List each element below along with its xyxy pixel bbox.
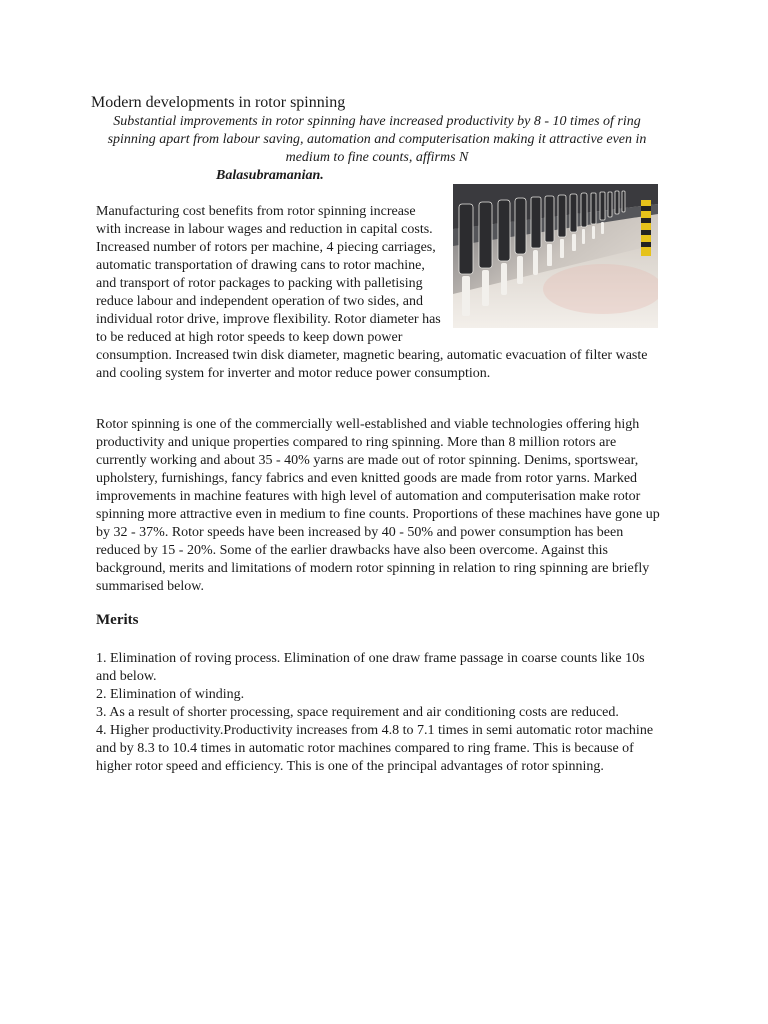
paragraph-2: Rotor spinning is one of the commercially well-established and viable technologies offering high productivity and unique properties compared to ring spinning. More than 8 million rotors are currently working and about 35 - 40% yarns are made out of rotor spinning. Denims, sportswear, upholstery, furnishings, fancy fabrics and even knitted goods are made from rotor yarns. Marked improvements in machine features with high level of automation and computerisation make rotor spinning more attractive even in medium to fine counts. Proportions of these machines have gone up by 32 - 37%. Rotor speeds have been increased by 40 - 50% and power consumption has been reduced by 15 - 20%. Some of the earlier drawbacks have also been overcome. Against this background, merits and limitations of modern rotor spinning in relation to ring spinning are briefly summarised below.	[96, 417, 660, 594]
list-item: 1. Elimination of roving process. Elimination of one draw frame passage in coarse counts like 10s and below.	[96, 651, 645, 684]
list-item: 3. As a result of shorter processing, space requirement and air conditioning costs are reduced.	[96, 705, 619, 720]
paragraph-1-text: Manufacturing cost benefits from rotor spinning increase with increase in labour wages and reduction in capital costs. Increased number of rotors per machine, 4 piecing carriages, automatic transportation of drawing cans to rotor machine, and transport of rotor packages to packing with palletising reduce labour and independent operation of two sides, and individual rotor drive, improve flexibility. Rotor diameter has to be reduced at high rotor speeds to keep down power consumption. Increased twin disk diameter, magnetic bearing, automatic evacuation of filter waste and cooling system for inverter and motor reduce power consumption.	[96, 204, 648, 381]
author-byline: Balasubramanian.	[216, 168, 324, 183]
merits-heading: Merits	[96, 612, 139, 628]
list-item: 4. Higher productivity.Productivity increases from 4.8 to 7.1 times in semi automatic rotor machine and by 8.3 to 10.4 times in automatic rotor machines compared to ring frame. This is because of higher rotor speed and efficiency. This is one of the principal advantages of rotor spinning.	[96, 723, 654, 774]
article-title: Modern developments in rotor spinning	[91, 94, 346, 111]
photo-spacer	[442, 203, 662, 347]
article-standfirst: Substantial improvements in rotor spinning have increased productivity by 8 - 10 times of ring spinning apart from labour saving, automation and computerisation making it attractive even in medium to fine counts, affirms N	[107, 114, 647, 165]
paragraph-1	[96, 203, 662, 383]
merits-list	[96, 650, 662, 776]
list-item: 2. Elimination of winding.	[96, 687, 245, 702]
